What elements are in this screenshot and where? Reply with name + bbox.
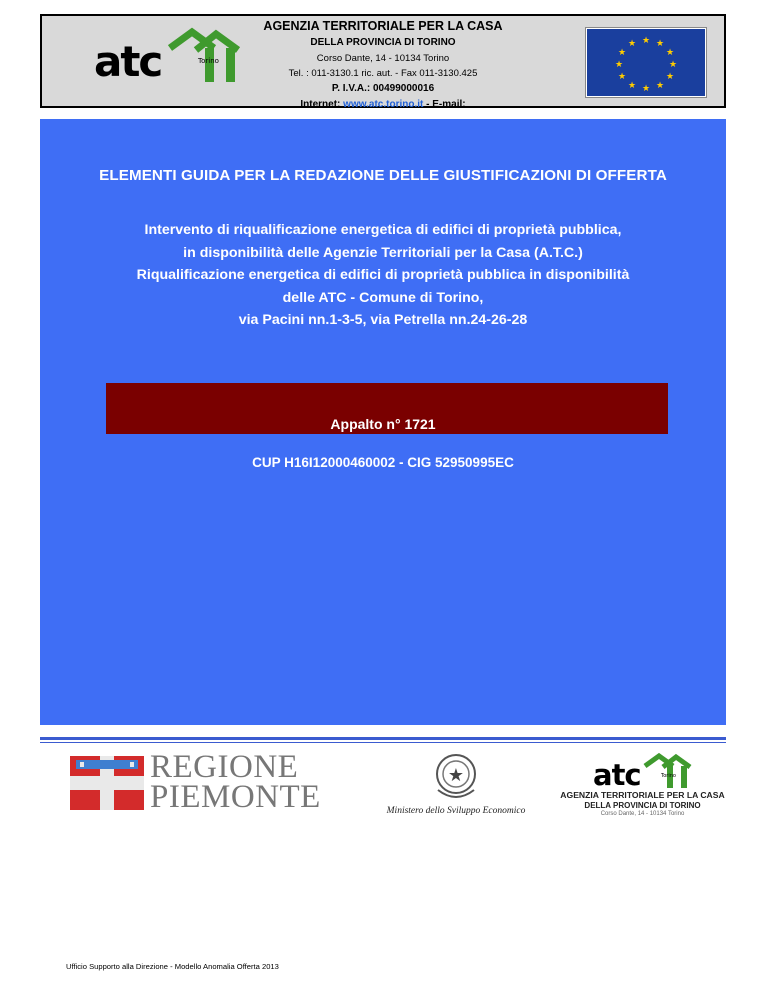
page-footer: Ufficio Supporto alla Direzione - Modello Anomalia Offerta 2013 (66, 962, 279, 971)
regione-name (150, 749, 321, 815)
svg-text:★: ★ (655, 39, 665, 49)
svg-text:atc: atc (593, 758, 641, 792)
eu-flag-icon (586, 28, 706, 97)
italian-emblem-icon (426, 750, 486, 802)
regione-line-2: PIEMONTE (150, 779, 321, 815)
internet-label: Internet: (300, 99, 341, 110)
svg-text:★: ★ (665, 72, 675, 82)
atc-logo-city: Torino (198, 57, 219, 65)
regione-line-1: REGIONE (150, 749, 299, 785)
svg-text:★: ★ (655, 81, 665, 91)
description-line: Intervento di riqualificazione energetica di edifici di proprietà pubblica, (144, 222, 622, 238)
atc-logo-text: atc (94, 37, 162, 86)
description-line: via Pacini nn.1-3-5, via Petrella nn.24-26-28 (238, 312, 528, 328)
regione-piemonte-logo (70, 749, 321, 815)
agency-province: DELLA PROVINCIA DI TORINO (310, 37, 456, 48)
divider-thick (40, 737, 726, 740)
svg-text:★: ★ (665, 48, 675, 58)
atc-footer-logo (555, 752, 730, 822)
agency-vat: P. I.V.A.: 00499000016 (331, 83, 435, 94)
atc-footer-address: Corso Dante, 14 - 10134 Torino (600, 811, 685, 817)
svg-text:★: ★ (627, 39, 637, 49)
cover-panel (40, 119, 726, 725)
svg-text:★: ★ (668, 60, 678, 70)
letterhead (40, 14, 726, 108)
agency-phone: Tel. : 011-3130.1 ric. aut. - Fax 011-3130.425 (288, 68, 478, 79)
email-label: - E-mail: (426, 99, 466, 110)
divider-thin (40, 742, 726, 743)
svg-text:★: ★ (627, 81, 637, 91)
atc-footer-name: AGENZIA TERRITORIALE PER LA CASA (560, 790, 725, 800)
atc-logo-small (593, 752, 693, 792)
document-title: ELEMENTI GUIDA PER LA REDAZIONE DELLE GIUSTIFICAZIONI DI OFFERTA (99, 167, 667, 184)
svg-text:★: ★ (614, 60, 624, 70)
atc-footer-province: DELLA PROVINCIA DI TORINO (584, 801, 701, 810)
svg-text:Torino: Torino (661, 773, 676, 779)
svg-text:★: ★ (617, 72, 627, 82)
description-line: delle ATC - Comune di Torino, (282, 289, 484, 306)
website-link[interactable]: www.atc.torino.it (343, 99, 424, 110)
svg-text:★: ★ (617, 48, 627, 58)
agency-name: AGENZIA TERRITORIALE PER LA CASA (263, 19, 503, 33)
description-line: in disponibilità delle Agenzie Territoriali per la Casa (A.T.C.) (183, 244, 583, 261)
agency-address: Corso Dante, 14 - 10134 Torino (316, 53, 450, 64)
regione-crest-icon (70, 756, 144, 810)
ministero-logo (366, 750, 546, 826)
cup-cig-codes: CUP H16I12000460002 - CIG 52950995EC (252, 455, 514, 470)
appalto-number: Appalto n° 1721 (330, 416, 436, 432)
ministero-name: Ministero dello Sviluppo Economico (386, 806, 526, 816)
agency-internet (42, 97, 724, 113)
svg-text:★: ★ (641, 36, 651, 46)
svg-text:★: ★ (641, 84, 651, 94)
description-line: Riqualificazione energetica di edifici di proprietà pubblica in disponibilità (136, 267, 630, 283)
svg-text:★: ★ (447, 765, 465, 786)
project-description (40, 219, 726, 332)
